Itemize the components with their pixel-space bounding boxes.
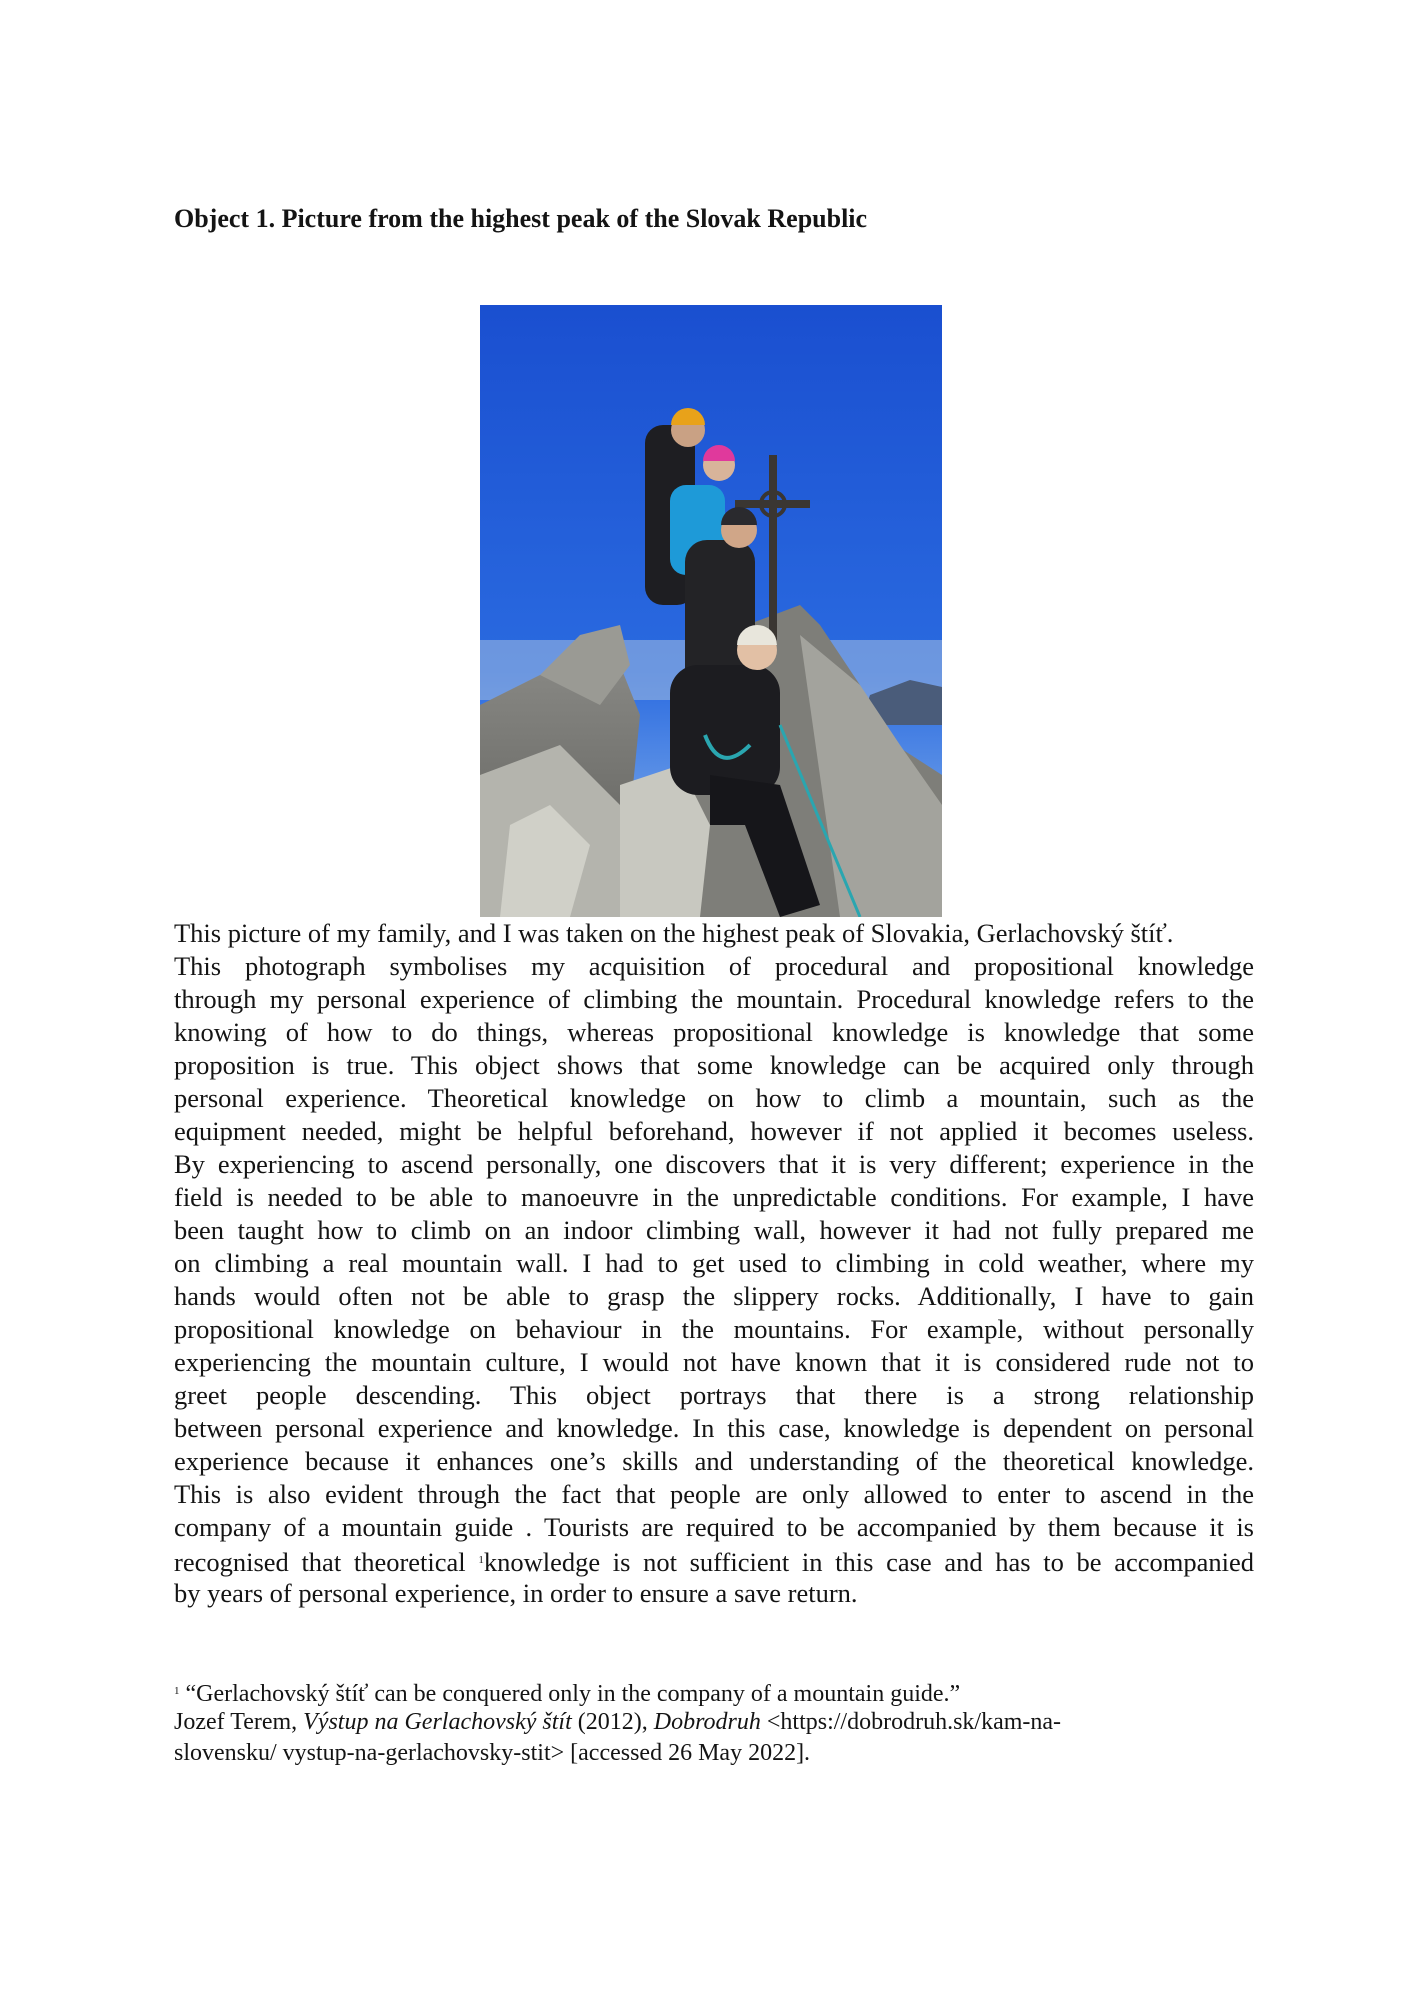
body-line: proposition is true. This object shows that some knowledge can be acquired only through	[174, 1050, 1254, 1080]
footnote-author: Jozef Terem,	[174, 1709, 304, 1735]
footnote-title: Výstup na Gerlachovský štít	[303, 1709, 572, 1735]
footnote-marker: 1	[174, 1685, 180, 1697]
body-line: experience because it enhances one’s skills and understanding of the theoretical knowledge.	[174, 1446, 1254, 1476]
body-line: on climbing a real mountain wall. I had to get used to climbing in cold weather, where my	[174, 1248, 1254, 1278]
body-line: equipment needed, might be helpful beforehand, however if not applied it becomes useless.	[174, 1116, 1254, 1146]
body-line: This is also evident through the fact that people are only allowed to enter to ascend in the	[174, 1479, 1254, 1509]
body-line: by years of personal experience, in order to ensure a save return.	[174, 1578, 858, 1608]
footnote-line[interactable]: slovensku/ vystup-na-gerlachovsky-stit> [accessed 26 May 2022].	[174, 1740, 811, 1766]
footnote-line	[174, 1707, 1254, 1738]
body-line: field is needed to be able to manoeuvre in the unpredictable conditions. For example, I have	[174, 1182, 1254, 1212]
footnote-site: Dobrodruh	[653, 1709, 761, 1735]
footnote-reference[interactable]: 1	[478, 1554, 484, 1566]
body-line: been taught how to climb on an indoor climbing wall, however it had not fully prepared me	[174, 1215, 1254, 1245]
body-line	[174, 1544, 1254, 1577]
body-line: By experiencing to ascend personally, one discovers that it is very different; experience in the	[174, 1149, 1254, 1179]
body-line: company of a mountain guide . Tourists are required to be accompanied by them because it is	[174, 1512, 1254, 1542]
body-line: knowing of how to do things, whereas propositional knowledge is knowledge that some	[174, 1017, 1254, 1047]
footnote	[174, 1676, 1254, 1769]
body-line: between personal experience and knowledge. In this case, knowledge is dependent on personal	[174, 1413, 1254, 1443]
body-paragraph	[174, 917, 1254, 1610]
footnote-quote: “Gerlachovský štíť can be conquered only in the company of a mountain guide.”	[185, 1681, 961, 1707]
footnote-url-link[interactable]: <https://dobrodruh.sk/kam-na-	[760, 1709, 1062, 1735]
footnote-line	[174, 1676, 1254, 1707]
body-line: propositional knowledge on behaviour in the mountains. For example, without personally	[174, 1314, 1254, 1344]
body-line-text: knowledge is not sufficient in this case and has to be accompanied	[483, 1547, 1254, 1577]
body-line: hands would often not be able to grasp the slippery rocks. Additionally, I have to gain	[174, 1281, 1254, 1311]
body-line: through my personal experience of climbing the mountain. Procedural knowledge refers to the	[174, 984, 1254, 1014]
body-line: personal experience. Theoretical knowledge on how to climb a mountain, such as the	[174, 1083, 1254, 1113]
family-summit-photo	[480, 305, 942, 917]
body-line: This picture of my family, and I was taken on the highest peak of Slovakia, Gerlachovský štíť.	[174, 918, 1174, 948]
object-heading: Object 1. Picture from the highest peak of the Slovak Republic	[174, 204, 868, 233]
body-line: experiencing the mountain culture, I would not have known that it is considered rude not to	[174, 1347, 1254, 1377]
body-line: greet people descending. This object portrays that there is a strong relationship	[174, 1380, 1254, 1410]
body-line: This photograph symbolises my acquisition of procedural and propositional knowledge	[174, 951, 1254, 981]
body-line-text: recognised that theoretical	[174, 1547, 479, 1577]
summit-photo-illustration	[480, 305, 942, 917]
footnote-year: (2012),	[571, 1709, 654, 1735]
